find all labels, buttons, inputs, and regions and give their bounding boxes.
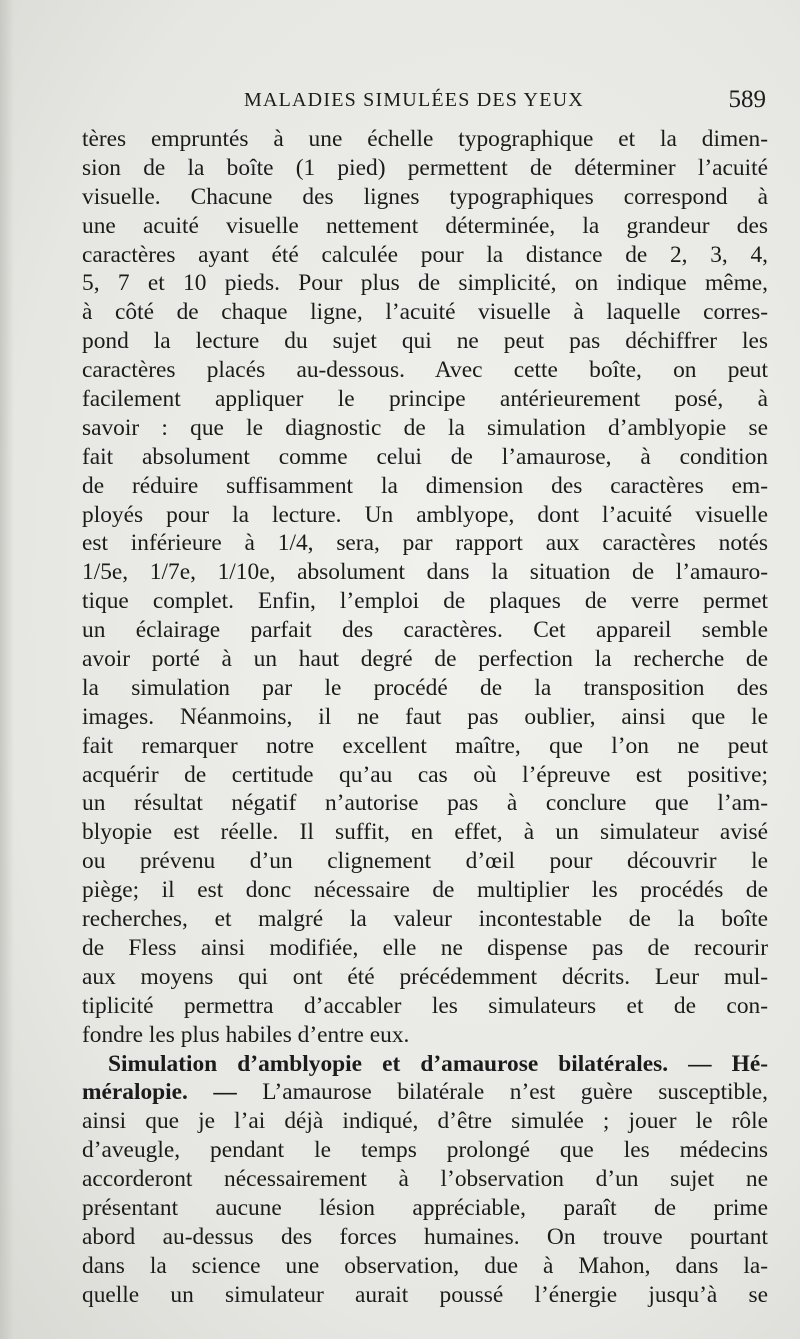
text-line: de Fless ainsi modifiée, elle ne dispense pas de recourir (82, 934, 768, 961)
text-line: piège; il est donc nécessaire de multiplier les procédés de (82, 877, 768, 904)
page-number: 589 (728, 86, 766, 113)
text-line: un éclairage parfait des caractères. Cet appareil semble (82, 617, 768, 644)
text-line: caractères ayant été calculée pour la distance de 2, 3, 4, (82, 241, 768, 268)
text-line: aux moyens qui ont été précédemment décrits. Leur mul- (82, 963, 768, 990)
section-heading: Simulation d’amblyopie et d’amaurose bilatérales. — Hé- (108, 1050, 768, 1077)
running-title: MALADIES SIMULÉES DES YEUX (244, 89, 584, 111)
text-line: fondre les plus habiles d’entre eux. (82, 1021, 410, 1048)
text-line: savoir : que le diagnostic de la simulation d’amblyopie se (82, 414, 768, 441)
text-line: 1/5e, 1/7e, 1/10e, absolument dans la situation de l’amauro- (82, 559, 768, 586)
paragraph-continued (82, 125, 768, 1050)
text-line: ployés pour la lecture. Un amblyope, dont l’acuité visuelle (82, 501, 768, 528)
text-line: facilement appliquer le principe antérieurement posé, à (82, 386, 768, 413)
text-line: fait absolument comme celui de l’amaurose, à condition (82, 443, 768, 470)
text-line: acquérir de certitude qu’au cas où l’épreuve est positive; (82, 761, 768, 788)
text-line: 5, 7 et 10 pieds. Pour plus de simplicité, on indique même, (82, 270, 768, 297)
text-line: de réduire suffisamment la dimension des caractères em- (82, 472, 768, 499)
text-line: accorderont nécessairement à l’observation d’un sujet ne (82, 1166, 768, 1193)
section-paragraph (82, 1050, 768, 1310)
body-text (82, 125, 768, 1310)
text-line: caractères placés au-dessous. Avec cette boîte, on peut (82, 357, 768, 384)
text-line: dans la science une observation, due à Mahon, dans la- (82, 1252, 768, 1279)
text-line: tique complet. Enfin, l’emploi de plaques de verre permet (82, 588, 768, 615)
text-line: recherches, et malgré la valeur incontestable de la boîte (82, 906, 768, 933)
running-head (0, 84, 800, 116)
text-line: avoir porté à un haut degré de perfection la recherche de (82, 646, 768, 673)
text-line: une acuité visuelle nettement déterminée, la grandeur des (82, 212, 768, 239)
binding-shadow (0, 0, 14, 1339)
text-line: visuelle. Chacune des lignes typographiques correspond à (82, 183, 768, 210)
text-line: pond la lecture du sujet qui ne peut pas déchiffrer les (82, 328, 768, 355)
text-line: ou prévenu d’un clignement d’œil pour découvrir le (82, 848, 768, 875)
text-line: quelle un simulateur aurait poussé l’énergie jusqu’à se (82, 1281, 768, 1308)
text-line: à côté de chaque ligne, l’acuité visuelle à laquelle corres- (82, 299, 768, 326)
text-line: sion de la boîte (1 pied) permettent de déterminer l’acuité (82, 154, 768, 181)
text-line: présentant aucune lésion appréciable, paraît de prime (82, 1194, 768, 1221)
text-line: la simulation par le procédé de la transposition des (82, 674, 768, 701)
section-heading-continued: méralopie. — (82, 1079, 237, 1106)
text-line: abord au-dessus des forces humaines. On trouve pourtant (82, 1223, 768, 1250)
text-line: L’amaurose bilatérale n’est guère susceptible, (236, 1079, 768, 1106)
text-line: images. Néanmoins, il ne faut pas oublier, ainsi que le (82, 703, 768, 730)
text-line: ainsi que je l’ai déjà indiqué, d’être simulée ; jouer le rôle (82, 1108, 768, 1135)
text-line: fait remarquer notre excellent maître, que l’on ne peut (82, 732, 768, 759)
text-line: blyopie est réelle. Il suffit, en effet, à un simulateur avisé (82, 819, 768, 846)
text-line: est inférieure à 1/4, sera, par rapport aux caractères notés (82, 530, 768, 557)
text-line-with-heading (82, 1078, 768, 1107)
text-line: d’aveugle, pendant le temps prolongé que les médecins (82, 1137, 768, 1164)
text-line: tères empruntés à une échelle typographique et la dimen- (82, 126, 768, 152)
text-line: tiplicité permettra d’accabler les simulateurs et de con- (82, 992, 768, 1019)
text-line: un résultat négatif n’autorise pas à conclure que l’am- (82, 790, 768, 817)
